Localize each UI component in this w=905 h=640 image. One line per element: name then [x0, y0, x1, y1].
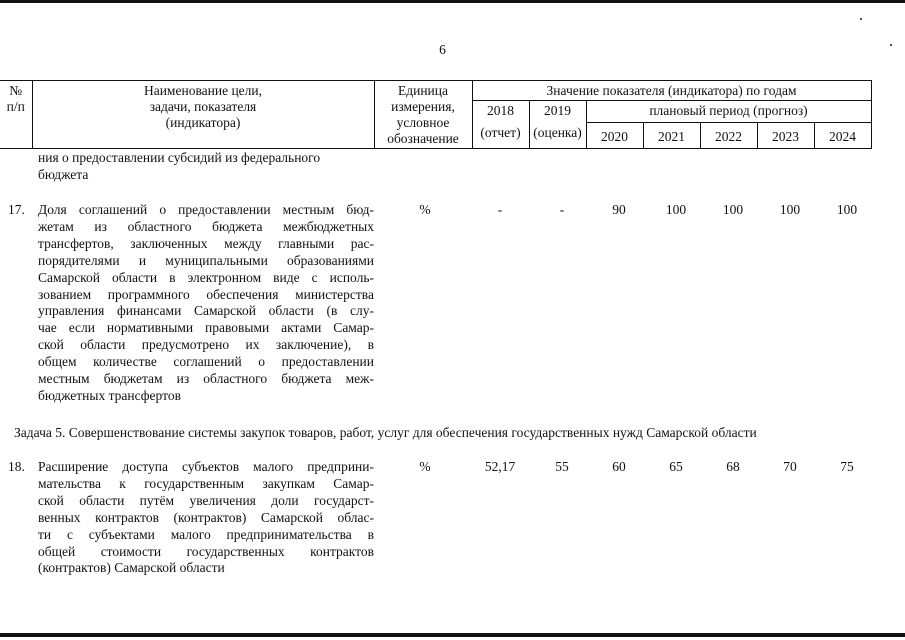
task-5-heading: Задача 5. Совершенствование системы закупок товаров, работ, услуг для обеспечения государственных нужд Самарской области	[14, 425, 757, 440]
page-number: 6	[439, 42, 446, 57]
text-line: мательства к государственным закупкам Самар-	[38, 475, 374, 491]
row-17-value-2021: 100	[665, 202, 687, 217]
header-name	[32, 81, 374, 149]
header-text: измерения,	[391, 99, 455, 114]
text-line: Доля соглашений о предоставлении местным бюд-	[38, 202, 374, 217]
header-text: Наименование цели,	[143, 83, 263, 98]
text-line: порядителями и муниципальными образованиями	[38, 252, 374, 268]
top-border-line	[0, 0, 905, 3]
text-line: ской области предусмотрено их заключение), в	[38, 337, 374, 353]
header-plan-year: 2024	[814, 123, 871, 149]
text-line: ской области путём увеличения доли государст-	[38, 492, 374, 508]
text-line: зованием программного обеспечения министерства	[38, 286, 374, 302]
row-17-value-2019: -	[559, 202, 565, 217]
row-18-value-2019: 55	[555, 459, 569, 474]
text-line: управления финансами Самарской области (в слу-	[38, 303, 374, 319]
text-line: ти с субъектами малого предпринимательства в	[38, 526, 374, 542]
header-plan-year: 2023	[757, 123, 814, 149]
scan-speck	[860, 18, 862, 20]
text-line: общей стоимости государственных контрактов	[38, 543, 374, 559]
header-text: (индикатора)	[165, 115, 241, 130]
header-text: (отчет)	[480, 125, 521, 140]
row-18-name	[38, 459, 374, 577]
text-line: бюджета	[38, 166, 89, 182]
header-text: 2018	[487, 103, 514, 118]
row-18-value-2023: 70	[783, 459, 797, 474]
header-number	[0, 81, 32, 149]
row-17-value-2020: 90	[612, 202, 626, 217]
header-text: задачи, показателя	[149, 99, 257, 114]
text-line: Самарской области в электронном виде с исполь-	[38, 269, 374, 285]
header-text: №	[9, 83, 23, 98]
row-18-value-2020: 60	[612, 459, 626, 474]
row-18-value-2024: 75	[840, 459, 854, 474]
header-plan-year: 2020	[586, 123, 643, 149]
header-text: Единица	[397, 83, 448, 98]
row-18-value-2022: 68	[726, 459, 740, 474]
text-line: местным бюджетам из областного бюджета меж-	[38, 371, 374, 387]
row-17-name	[38, 202, 374, 405]
row-18-unit: %	[419, 459, 431, 474]
header-unit	[374, 81, 472, 149]
text-line: общем количестве соглашений о предоставлении	[38, 354, 374, 370]
header-plan-year: 2021	[643, 123, 700, 149]
header-text: обозначение	[387, 131, 459, 146]
row-17-value-2022: 100	[722, 202, 744, 217]
header-plan-year: 2022	[700, 123, 757, 149]
text-line: бюджетных трансфертов	[38, 387, 181, 403]
bottom-border-line	[0, 633, 905, 637]
scan-speck	[890, 44, 892, 46]
header-text: п/п	[6, 99, 25, 114]
text-line: венных контрактов (контрактов) Самарской облас-	[38, 509, 374, 525]
text-line: трансфертов, заключенных между главными рас-	[38, 235, 374, 251]
text-line: (контрактов) Самарской области	[38, 560, 225, 576]
header-text: 2019	[544, 103, 571, 118]
text-line: чае если нормативными правовыми актами Самар-	[38, 320, 374, 336]
row-17-number: 17.	[8, 202, 25, 217]
text-line: жетам из областного бюджета межбюджетных	[38, 218, 374, 234]
header-text: условное	[396, 115, 450, 130]
row-17-value-2024: 100	[836, 202, 858, 217]
header-text: (оценка)	[533, 125, 582, 140]
text-line: ния о предоставлении субсидий из федерального	[38, 150, 321, 165]
header-plan-period: плановый период (прогноз)	[586, 101, 871, 123]
header-values-title: Значение показателя (индикатора) по годам	[472, 81, 871, 101]
row-18-number: 18.	[8, 459, 25, 474]
row-17-unit: %	[419, 202, 431, 217]
header-year-2019	[529, 101, 586, 149]
header-year-2018	[472, 101, 529, 149]
table-header	[0, 80, 872, 149]
text-line: Расширение доступа субъектов малого предприни-	[38, 459, 374, 474]
row-17-value-2023: 100	[779, 202, 801, 217]
row-17-value-2018: -	[497, 202, 503, 217]
row-18-value-2021: 65	[669, 459, 683, 474]
row-18-value-2018: 52,17	[484, 459, 516, 474]
continuation-text	[38, 150, 376, 184]
